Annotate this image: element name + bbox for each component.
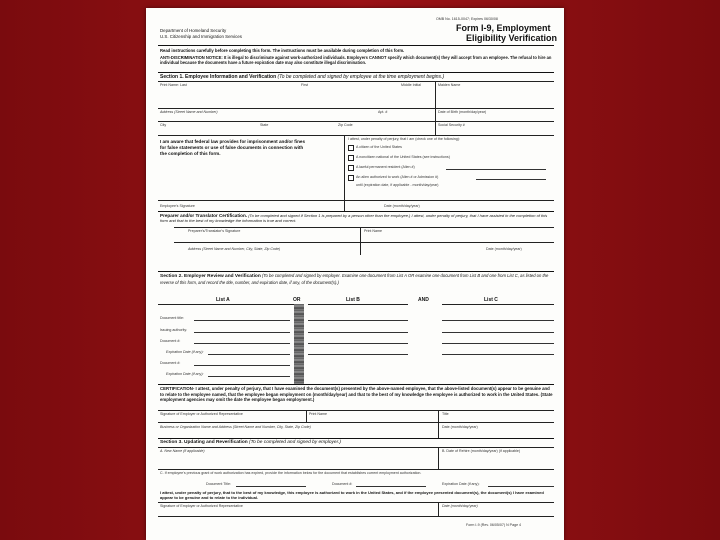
list-c-issuing-field[interactable] [442, 332, 554, 333]
section3-title: Section 3. Updating and Reverification [160, 440, 248, 445]
row-rule [158, 422, 554, 423]
employer-title-label: Title [442, 412, 449, 416]
section3-doc-title-label: Document Title: [206, 482, 231, 486]
new-name-label: A. New Name (if applicable) [160, 449, 205, 453]
footer-form-id: Form I-9 (Rev. 06/05/07) N Page 4 [466, 523, 522, 527]
maiden-name-label: Maiden Name [438, 83, 461, 87]
section1-note: (To be completed and signed by employee at the time employment begins.) [277, 74, 445, 80]
citizen-option: A citizen of the United States [356, 145, 402, 149]
row-rule [158, 469, 554, 470]
zip-label: Zip Code [338, 123, 353, 127]
preparer-signature-label: Preparer's/Translator's Signature [188, 229, 241, 233]
header-rule [158, 45, 554, 46]
notice-label: ANTI-DISCRIMINATION NOTICE: [160, 55, 223, 60]
column-rule [438, 447, 439, 469]
section3-date-label: Date (month/day/year) [442, 504, 478, 508]
list-a-doc-title-field[interactable] [194, 320, 290, 321]
print-name-label: Print Name: Last [160, 83, 187, 87]
section3-note: (To be completed and signed by employer.) [249, 440, 341, 445]
row-rule [158, 447, 554, 448]
doc-number-label: Document #: [160, 339, 181, 343]
expiration-option: until (expiration date, if applicable - month/day/year) [356, 183, 439, 187]
employer-date-label: Date (month/day/year) [442, 425, 478, 429]
instructions-text: Read instructions carefully before completing this form. The instructions must be available during completion of this form. [160, 48, 405, 53]
city-label: City [160, 123, 167, 127]
preparer-note: (To be completed and signed if Section 1 is prepared by a person other than the employee.) I attest, under penalty of perjury, that I have assisted in the completion of this form and that to the best of my knowledge the information is true and correct. [160, 213, 548, 223]
section3-c-text: C. If employee's previous grant of work authorization has expired, provide the information below for the document that establishes current employment authorization. [160, 471, 422, 475]
column-rule [360, 227, 361, 255]
agency-subname: U.S. Citizenship and Immigration Services [160, 34, 242, 39]
citizen-checkbox[interactable] [348, 145, 354, 151]
address-label: Address (Street Name and Number) [160, 110, 218, 114]
preparer-title: Preparer and/or Translator Certification. [160, 213, 248, 218]
aware-text: I am aware that federal law provides for imprisonment and/or fines for false statements or use of false documents in connection with the completion of this form. [160, 139, 305, 157]
notice-text: It is illegal to discriminate against work-authorized individuals. Employers CANNOT specify which document(s) they will accept from an employee. The refusal to hire an individual because the documents have a future expiration date may also constitute illegal discrimination. [160, 55, 552, 66]
omb-number: OMB No. 1615-0047; Expires 06/30/08 [436, 17, 498, 21]
section2-note: (To be completed and signed by employer. Examine one document from List A OR examine one document from List B and one from List C, as listed on the reverse of this form, and record the title, number, and expiration date, if any, of the document(s).) [160, 273, 549, 285]
row-rule [308, 304, 408, 305]
list-b-doc-number-field[interactable] [308, 343, 408, 344]
employer-signature-label: Signature of Employer or Authorized Representative [160, 412, 243, 416]
section3-doc-number-field[interactable] [356, 486, 426, 487]
noncitizen-national-checkbox[interactable] [348, 155, 354, 161]
row-rule [158, 135, 554, 136]
row-rule [174, 242, 554, 243]
column-rule [306, 410, 307, 422]
list-a-heading: List A [216, 297, 230, 303]
or-divider-bar [294, 304, 304, 384]
row-rule [158, 410, 554, 411]
or-heading: OR [293, 297, 301, 303]
form-page [146, 8, 564, 540]
rehire-date-label: B. Date of Rehire (month/day/year) (if applicable) [442, 449, 521, 453]
preparer-date-label: Date (month/day/year) [486, 247, 522, 251]
preparer-print-name-label: Print Name [364, 229, 382, 233]
employee-date-label: Date (month/day/year) [384, 204, 420, 208]
middle-initial-label: Middle Initial [401, 83, 421, 87]
section3-doc-number-label: Document #: [332, 482, 353, 486]
section3-rule [158, 438, 554, 439]
certification-label: CERTIFICATION [160, 386, 193, 391]
list-a-expiration-2-field[interactable] [208, 376, 290, 377]
list-b-issuing-field[interactable] [308, 332, 408, 333]
employee-signature-label: Employee's Signature [160, 204, 195, 208]
column-rule [438, 422, 439, 438]
form-title: Form I-9, Employment [456, 23, 551, 33]
section3-expiration-field[interactable] [488, 486, 554, 487]
section1-rule [158, 72, 554, 73]
list-b-heading: List B [346, 297, 360, 303]
section2-rule [158, 271, 554, 272]
form-subtitle: Eligibility Verification [466, 33, 558, 43]
row-rule [158, 516, 554, 517]
certification-text: - I attest, under penalty of perjury, that I have examined the document(s) presented by the above-named employee, that the above-listed document(s) appear to be genuine and to relate to the employee named, that the employee began employment on (month/day/year) and that to the best of my knowledge the employee is authorized to work in the United States. (State employment agencies may omit the date the employee began employment.) [160, 386, 553, 403]
section3-expiration-label: Expiration Date (if any): [442, 482, 480, 486]
list-c-expiration-field[interactable] [442, 354, 554, 355]
attest-text: I attest, under penalty of perjury, that I am (check one of the following): [348, 137, 460, 141]
business-address-label: Business or Organization Name and Address (Street Name and Number, City, State, Zip Code) [160, 425, 311, 429]
alien-authorized-option: An alien authorized to work (Alien # or Admission #) [356, 175, 439, 179]
ssn-label: Social Security # [438, 123, 465, 127]
row-rule [174, 227, 554, 228]
section1-title: Section 1. Employee Information and Verification [160, 74, 277, 80]
apt-label: Apt. # [378, 110, 388, 114]
alien-authorized-checkbox[interactable] [348, 175, 354, 181]
row-rule [158, 304, 298, 305]
agency-name: Department of Homeland Security [160, 28, 227, 33]
preparer-address-label: Address (Street Name and Number, City, State, Zip Code) [188, 247, 281, 251]
alien-number-field[interactable] [446, 169, 546, 170]
section2-title: Section 2. Employer Review and Verification [160, 274, 261, 279]
doc-number-2-label: Document #: [160, 361, 181, 365]
row-rule [158, 200, 554, 201]
section3-signature-label: Signature of Employer or Authorized Representative [160, 504, 243, 508]
dob-label: Date of Birth (month/day/year) [438, 110, 487, 114]
column-rule [438, 502, 439, 516]
list-c-doc-number-field[interactable] [442, 343, 554, 344]
row-rule [158, 121, 554, 122]
list-a-doc-number-2-field[interactable] [194, 365, 290, 366]
row-rule [158, 108, 554, 109]
certification-rule [158, 384, 554, 385]
expiration-date-2-label: Expiration Date (if any): [166, 372, 204, 376]
list-a-expiration-field[interactable] [208, 354, 290, 355]
state-label: State [260, 123, 269, 127]
section3-attest: I attest, under penalty of perjury, that to the best of my knowledge, this employee is authorized to work in the United States, and if the employee presented document(s), the document(s) I have examined appear to be genuine and to relate to the individual. [160, 490, 544, 501]
admission-number-field[interactable] [476, 179, 546, 180]
list-b-doc-title-field[interactable] [308, 320, 408, 321]
preparer-rule [158, 211, 554, 212]
first-name-label: First [301, 83, 308, 87]
list-a-issuing-field[interactable] [194, 332, 290, 333]
permanent-resident-checkbox[interactable] [348, 165, 354, 171]
column-rule [438, 410, 439, 422]
employer-print-name-label: Print Name [309, 412, 327, 416]
row-rule [442, 304, 554, 305]
row-rule [158, 502, 554, 503]
section3-doc-title-field[interactable] [236, 486, 306, 487]
noncitizen-national-option: A noncitizen national of the United States (see instructions) [356, 155, 450, 159]
list-b-expiration-field[interactable] [308, 354, 408, 355]
expiration-date-label: Expiration Date (if any): [166, 350, 204, 354]
list-a-doc-number-field[interactable] [194, 343, 290, 344]
row-rule [158, 81, 554, 82]
list-c-heading: List C [484, 297, 498, 303]
permanent-resident-option: A lawful permanent resident (Alien #) [356, 165, 415, 169]
doc-title-label: Document title: [160, 316, 184, 320]
issuing-authority-label: Issuing authority: [160, 328, 188, 332]
list-c-doc-title-field[interactable] [442, 320, 554, 321]
and-heading: AND [418, 297, 429, 303]
